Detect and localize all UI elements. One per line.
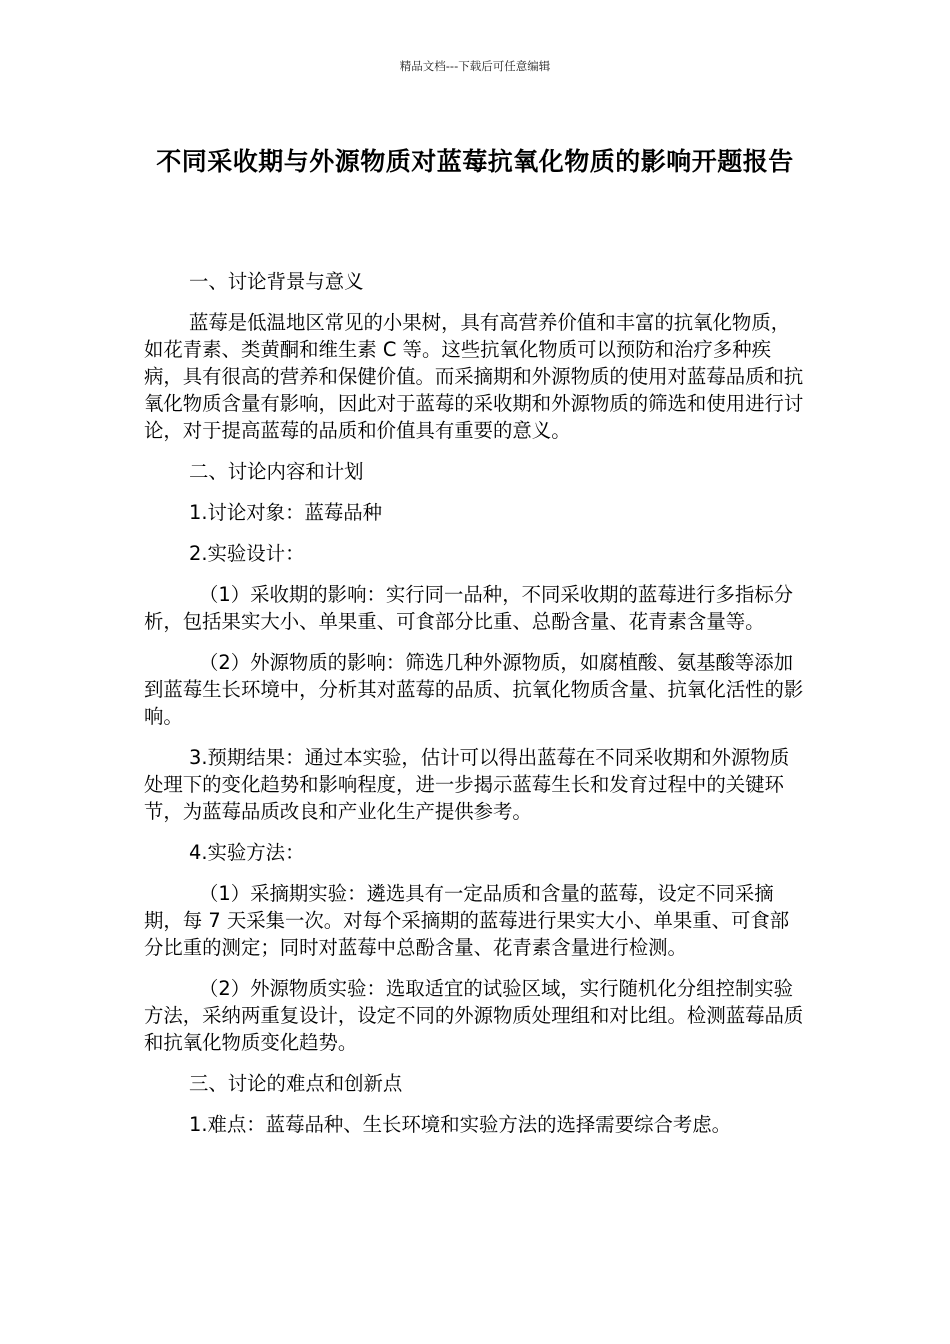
subitem-exogenous-substance: （2）外源物质的影响：筛选几种外源物质，如腐植酸、氨基酸等添加到蓝莓生长环境中，分析其对蓝莓的品质、抗氧化物质含量、抗氧化活性的影响。 [144, 651, 804, 728]
document-body [144, 268, 808, 1152]
section-heading-content-plan: 二、讨论内容和计划 [189, 460, 364, 483]
subitem-harvest-experiment: （1）采摘期实验：遴选具有一定品质和含量的蓝莓，设定不同采摘期，每 7 天采集一次。对每个采摘期的蓝莓进行果实大小、单果重、可食部分比重的测定；同时对蓝莓中总酚含量、花青素含量进行检测。 [144, 882, 790, 959]
paragraph-background: 蓝莓是低温地区常见的小果树，具有高营养价值和丰富的抗氧化物质，如花青素、类黄酮和维生素 C 等。这些抗氧化物质可以预防和治疗多种疾病，具有很高的营养和保健价值。而采摘期和外源物质的使用对蓝莓品质和抗氧化物质含量有影响，因此对于蓝莓的采收期和外源物质的筛选和使用进行讨论，对于提高蓝莓的品质和价值具有重要的意义。 [144, 311, 804, 442]
section-heading-difficulties: 三、讨论的难点和创新点 [189, 1072, 403, 1095]
document-title: 不同采收期与外源物质对蓝莓抗氧化物质的影响开题报告 [156, 147, 794, 176]
page-header: 精品文档---下载后可任意编辑 [399, 59, 551, 73]
item-research-object: 1.讨论对象：蓝莓品种 [189, 501, 383, 524]
section-heading-background: 一、讨论背景与意义 [189, 270, 364, 293]
item-expected-results: 3.预期结果：通过本实验，估计可以得出蓝莓在不同采收期和外源物质处理下的变化趋势和影响程度，进一步揭示蓝莓生长和发育过程中的关键环节，为蓝莓品质改良和产业化生产提供参考。 [144, 746, 790, 823]
item-difficulties: 1.难点：蓝莓品种、生长环境和实验方法的选择需要综合考虑。 [189, 1113, 732, 1136]
subitem-exogenous-experiment: （2）外源物质实验：选取适宜的试验区域，实行随机化分组控制实验方法，采纳两重复设计，设定不同的外源物质处理组和对比组。检测蓝莓品质和抗氧化物质变化趋势。 [144, 977, 804, 1054]
subitem-harvest-period: （1）采收期的影响：实行同一品种，不同采收期的蓝莓进行多指标分析，包括果实大小、单果重、可食部分比重、总酚含量、花青素含量等。 [144, 583, 794, 633]
item-experiment-design: 2.实验设计： [189, 542, 305, 565]
item-experiment-methods: 4.实验方法： [189, 841, 305, 864]
